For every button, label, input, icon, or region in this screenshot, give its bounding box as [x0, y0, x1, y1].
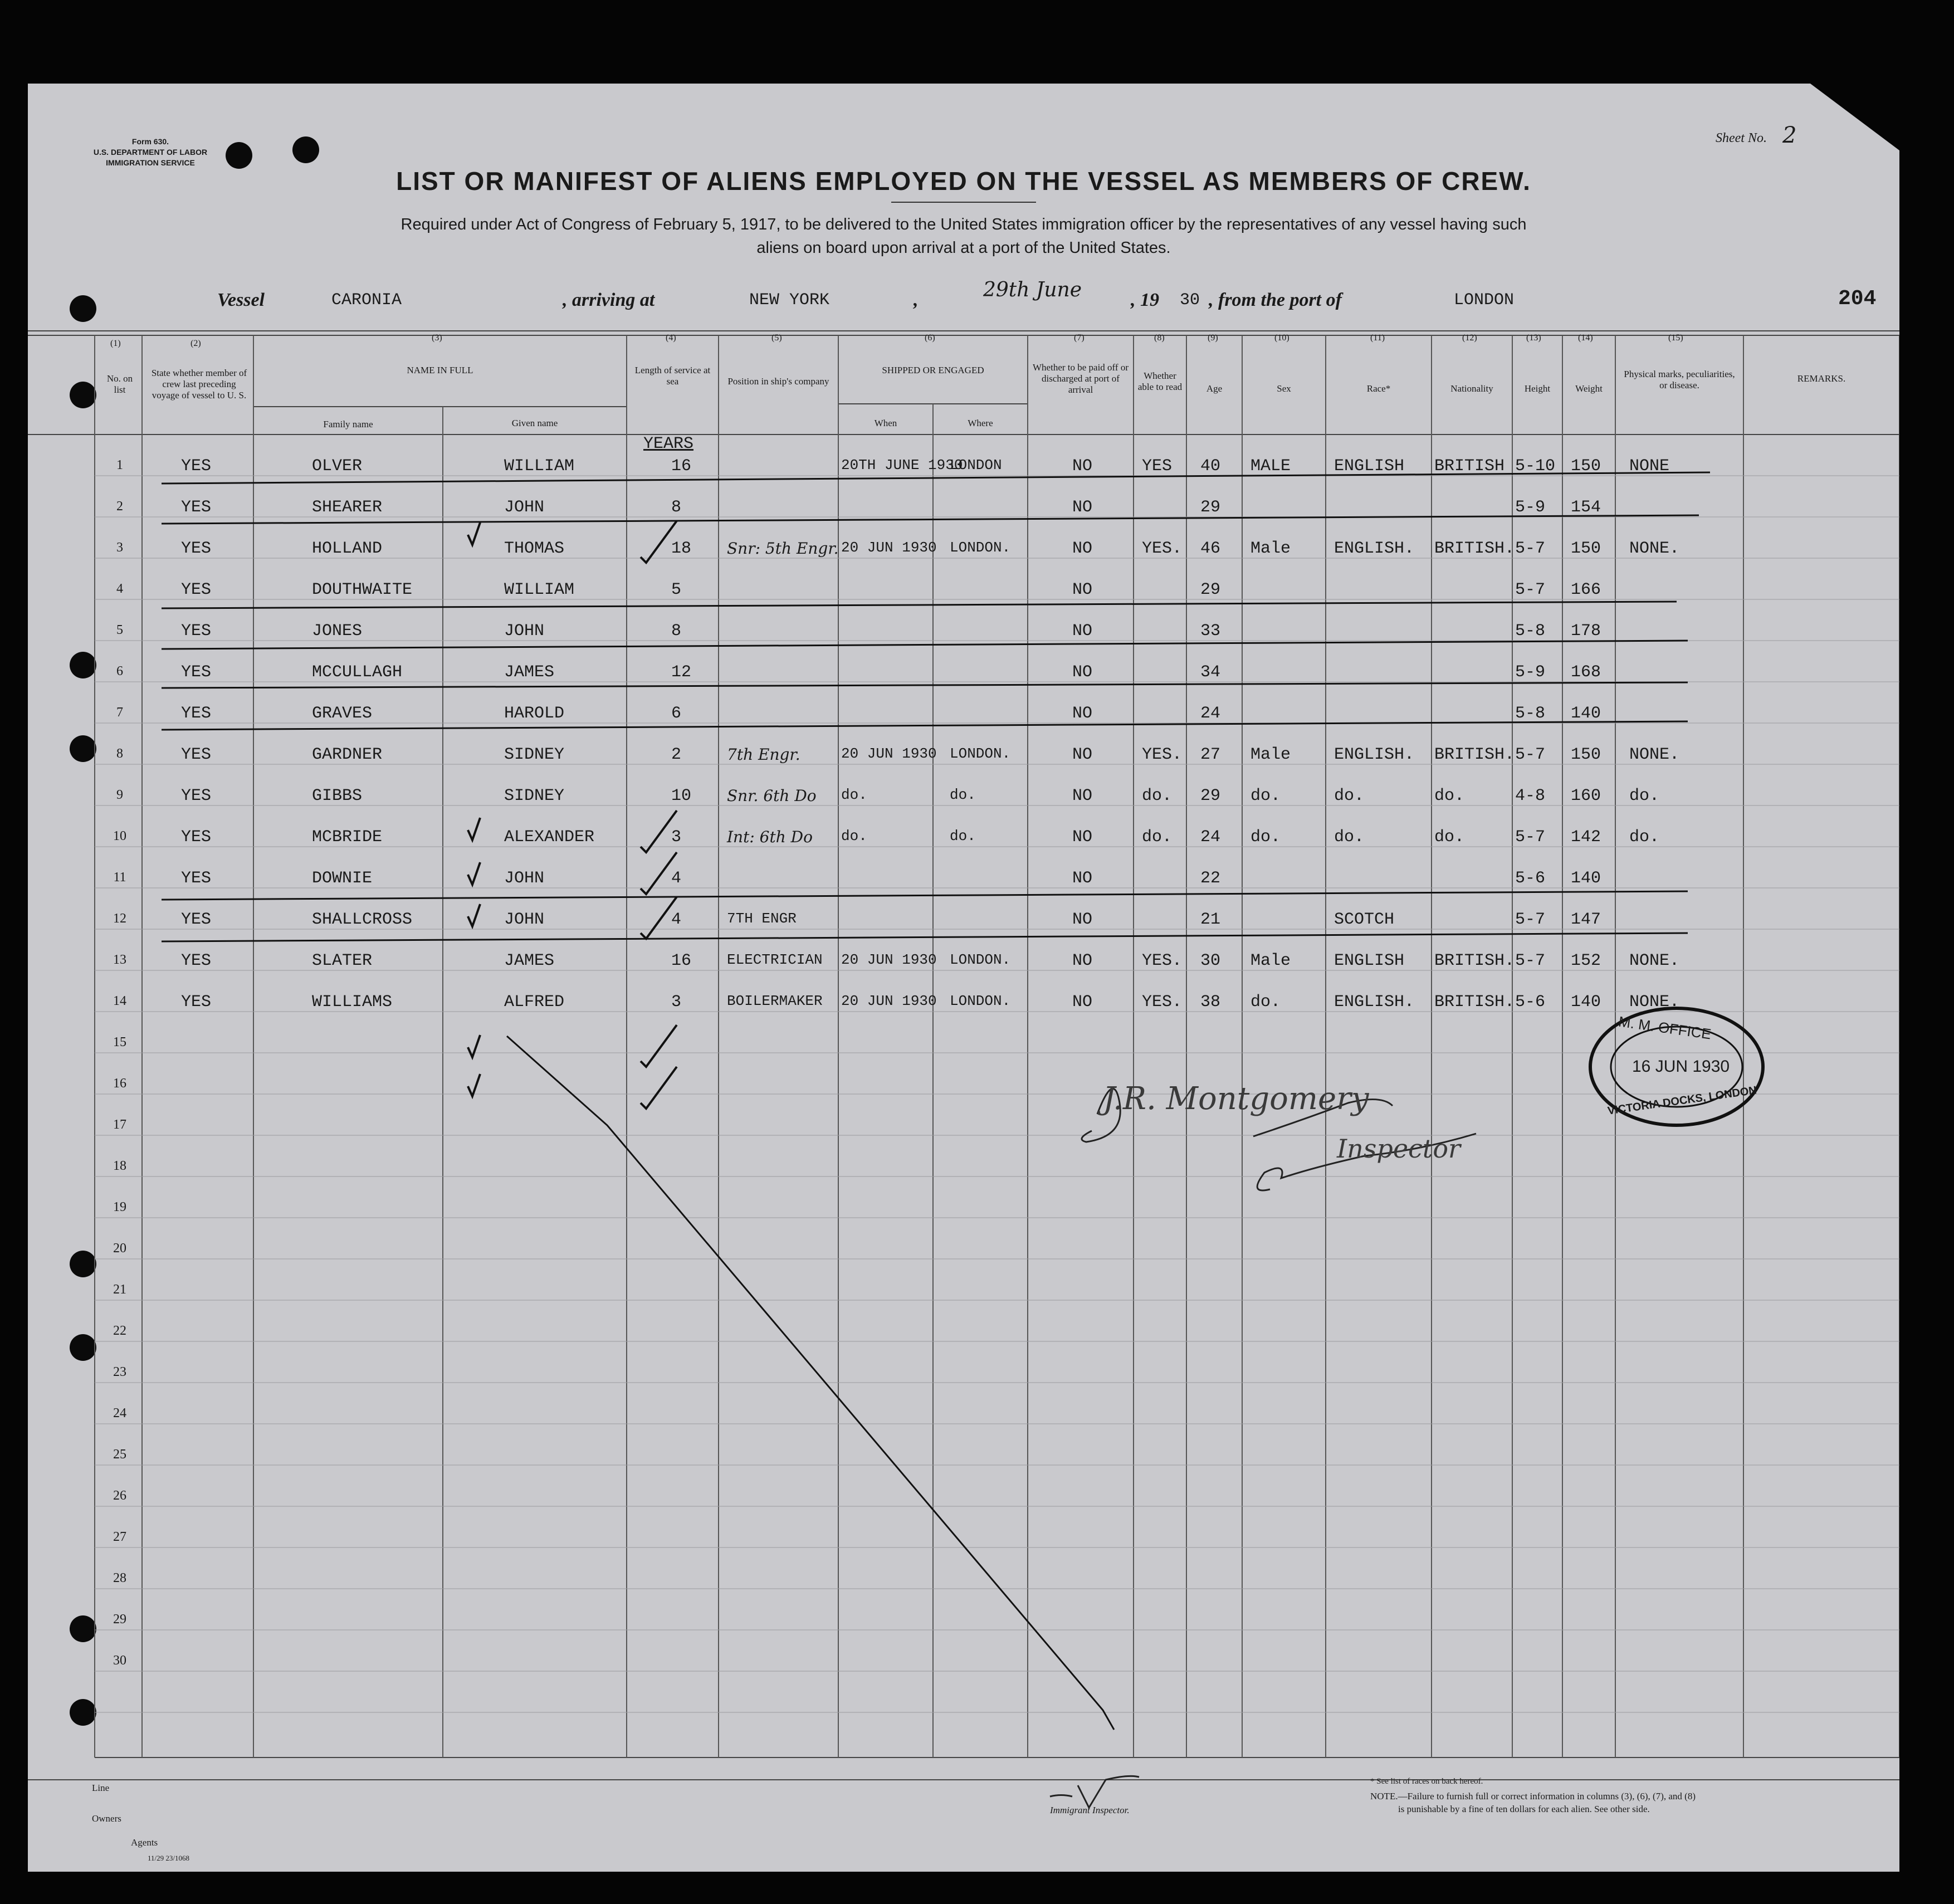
manifest-title: LIST OR MANIFEST OF ALIENS EMPLOYED ON THE VESSEL AS MEMBERS OF CREW. [396, 167, 1531, 196]
service-years: 3 [671, 828, 682, 847]
header-nationality: Nationality [1450, 383, 1493, 394]
engaged-when: do. [841, 787, 867, 803]
age: 24 [1200, 704, 1221, 723]
physical-marks: NONE. [1629, 993, 1680, 1012]
race: ENGLISH [1334, 457, 1405, 476]
from-label: , from the port of [1209, 290, 1342, 310]
footer-penalty-note: NOTE.—Failure to furnish full or correct information in columns (3), (6), (7), and (8) [1370, 1791, 1696, 1802]
ship-position: 7th Engr. [727, 745, 800, 764]
crew-state: YES [181, 745, 212, 764]
service-years: 2 [671, 745, 682, 764]
ship-position: Snr: 5th Engr. [727, 539, 839, 558]
ship-position: Snr. 6th Do [727, 787, 817, 805]
service-years: 16 [671, 951, 692, 970]
ship-position: BOILERMAKER [727, 993, 823, 1009]
crew-state: YES [181, 622, 212, 641]
year-prefix: , 19 [1131, 290, 1159, 310]
family-name: SHEARER [312, 498, 383, 517]
weight: 150 [1571, 539, 1601, 558]
paid-off: NO [1072, 663, 1093, 682]
weight: 152 [1571, 951, 1601, 970]
department-name: U.S. DEPARTMENT OF LABOR [93, 148, 208, 157]
row-number: 2 [116, 499, 123, 514]
empty-row-number: 18 [113, 1159, 126, 1173]
height: 5-10 [1515, 457, 1556, 476]
crew-state: YES [181, 951, 212, 970]
footer-line-label: Line [92, 1783, 110, 1793]
paid-off: NO [1072, 910, 1093, 929]
height: 5-9 [1515, 663, 1546, 682]
stamp-location: VICTORIA DOCKS, LONDON [1606, 1084, 1758, 1117]
engaged-where: LONDON. [950, 951, 1011, 968]
race: do. [1334, 787, 1365, 805]
header-paid-off: Whether to be paid off or discharged at port of arrival [1033, 362, 1129, 395]
manifest-sheet [28, 84, 1899, 1872]
given-name: WILLIAM [504, 457, 575, 476]
inspector-signature: J.R. Montgomery [1103, 1081, 1369, 1117]
age: 24 [1200, 828, 1221, 847]
service-years: 5 [671, 580, 682, 599]
empty-row-number: 21 [113, 1282, 126, 1297]
row-number: 9 [116, 788, 123, 802]
given-name: SIDNEY [504, 787, 565, 805]
paid-off: NO [1072, 704, 1093, 723]
engaged-when: 20 JUN 1930 [841, 951, 937, 968]
sex: do. [1250, 787, 1281, 805]
ship-position: ELECTRICIAN [727, 951, 823, 968]
header-height: Height [1524, 383, 1551, 394]
act-subtitle-line-1: Required under Act of Congress of February 5, 1917, to be delivered to the United States immigration officer by the representatives of any vessel having such [400, 216, 1527, 233]
paid-off: NO [1072, 745, 1093, 764]
age: 29 [1200, 580, 1221, 599]
col-num-14: (14) [1578, 333, 1593, 343]
physical-marks: do. [1629, 828, 1660, 847]
age: 29 [1200, 787, 1221, 805]
height: 5-6 [1515, 993, 1546, 1012]
col-num-5: (5) [771, 333, 782, 343]
age: 22 [1200, 869, 1221, 888]
header-family-name: Family name [323, 419, 373, 429]
arriving-label: , arriving at [563, 290, 655, 310]
service-years: 3 [671, 993, 682, 1012]
empty-row-number: 15 [113, 1035, 126, 1049]
engaged-where: LONDON. [950, 993, 1011, 1009]
row-number: 14 [113, 994, 126, 1008]
given-name: JAMES [504, 663, 555, 682]
able-to-read: YES. [1142, 993, 1183, 1012]
sex: Male [1250, 951, 1291, 970]
given-name: HAROLD [504, 704, 565, 723]
family-name: HOLLAND [312, 539, 383, 558]
family-name: GARDNER [312, 745, 383, 764]
row-number: 10 [113, 829, 126, 843]
given-name: JOHN [504, 622, 545, 641]
header-remarks: REMARKS. [1797, 373, 1846, 384]
family-name: OLVER [312, 457, 363, 476]
sex: MALE [1250, 457, 1291, 476]
crew-state: YES [181, 704, 212, 723]
weight: 142 [1571, 828, 1601, 847]
height: 5-8 [1515, 622, 1546, 641]
race: ENGLISH. [1334, 539, 1415, 558]
weight: 140 [1571, 869, 1601, 888]
age: 29 [1200, 498, 1221, 517]
footer-immigrant-inspector: Immigrant Inspector. [1050, 1805, 1130, 1815]
crew-state: YES [181, 828, 212, 847]
nationality: do. [1434, 828, 1465, 847]
act-subtitle-line-2: aliens on board upon arrival at a port of the United States. [756, 239, 1171, 257]
engaged-when: 20 JUN 1930 [841, 745, 937, 762]
footer-race-note: * See list of races on back hereof. [1370, 1777, 1483, 1786]
physical-marks: NONE. [1629, 951, 1680, 970]
row-number: 8 [116, 746, 123, 761]
header-no-on-list: No. on list [106, 373, 133, 395]
given-name: WILLIAM [504, 580, 575, 599]
col-num-9: (9) [1208, 333, 1218, 343]
col-num-12: (12) [1462, 333, 1477, 343]
empty-row-number: 30 [113, 1653, 126, 1668]
stamp-date: 16 JUN 1930 [1632, 1057, 1730, 1076]
weight: 150 [1571, 457, 1601, 476]
weight: 140 [1571, 993, 1601, 1012]
family-name: JONES [312, 622, 363, 641]
crew-state: YES [181, 910, 212, 929]
col-num-10: (10) [1274, 333, 1289, 343]
family-name: SLATER [312, 951, 373, 970]
service-name: IMMIGRATION SERVICE [106, 158, 195, 167]
year-suffix: 30 [1180, 291, 1200, 310]
col-num-11: (11) [1370, 333, 1385, 343]
paid-off: NO [1072, 622, 1093, 641]
arrival-date: 29th June [983, 279, 1082, 301]
paid-off: NO [1072, 951, 1093, 970]
empty-row-number: 20 [113, 1241, 126, 1256]
empty-row-number: 27 [113, 1530, 126, 1544]
footer-print-code: 11/29 23/1068 [148, 1854, 189, 1862]
age: 30 [1200, 951, 1221, 970]
col-num-15: (15) [1668, 333, 1683, 343]
engaged-where: LONDON. [950, 539, 1011, 556]
header-weight: Weight [1575, 383, 1603, 394]
given-name: JOHN [504, 498, 545, 517]
age: 33 [1200, 622, 1221, 641]
crew-state: YES [181, 498, 212, 517]
service-years: 8 [671, 498, 682, 517]
header-sex: Sex [1277, 383, 1291, 394]
paid-off: NO [1072, 993, 1093, 1012]
engaged-when: do. [841, 828, 867, 844]
vessel-name: CARONIA [331, 291, 402, 310]
height: 5-8 [1515, 704, 1546, 723]
departure-port: LONDON [1454, 291, 1515, 310]
header-when: When [874, 418, 897, 428]
engaged-when: 20TH JUNE 1930 [841, 457, 963, 473]
race: ENGLISH [1334, 951, 1405, 970]
row-number: 1 [116, 458, 123, 472]
family-name: MCCULLAGH [312, 663, 403, 682]
header-name-in-full: NAME IN FULL [407, 365, 473, 375]
empty-row-number: 16 [113, 1076, 126, 1091]
col-num-2: (2) [190, 339, 201, 348]
crew-state: YES [181, 869, 212, 888]
service-years: 4 [671, 910, 682, 929]
family-name: SHALLCROSS [312, 910, 413, 929]
sheet-label: Sheet No. [1716, 131, 1767, 145]
height: 5-7 [1515, 539, 1546, 558]
given-name: SIDNEY [504, 745, 565, 764]
inspector-title: Inspector [1337, 1134, 1461, 1164]
arrival-port: NEW YORK [749, 291, 830, 310]
height: 5-7 [1515, 828, 1546, 847]
family-name: WILLIAMS [312, 993, 393, 1012]
physical-marks: NONE [1629, 457, 1670, 476]
family-name: DOWNIE [312, 869, 373, 888]
row-number: 12 [113, 911, 126, 926]
able-to-read: YES. [1142, 951, 1183, 970]
able-to-read: YES. [1142, 539, 1183, 558]
service-years: 6 [671, 704, 682, 723]
empty-row-number: 19 [113, 1200, 126, 1214]
paid-off: NO [1072, 539, 1093, 558]
nationality: BRITISH. [1434, 539, 1515, 558]
row-number: 13 [113, 953, 126, 967]
nationality: BRITISH. [1434, 745, 1515, 764]
empty-row-number: 17 [113, 1117, 126, 1132]
paid-off: NO [1072, 828, 1093, 847]
family-name: GRAVES [312, 704, 373, 723]
sex: do. [1250, 828, 1281, 847]
family-name: GIBBS [312, 787, 363, 805]
service-years: 18 [671, 539, 692, 558]
crew-state: YES [181, 993, 212, 1012]
given-name: JOHN [504, 910, 545, 929]
given-name: JOHN [504, 869, 545, 888]
height: 5-7 [1515, 745, 1546, 764]
sex: Male [1250, 745, 1291, 764]
given-name: THOMAS [504, 539, 565, 558]
height: 5-7 [1515, 580, 1546, 599]
given-name: ALEXANDER [504, 828, 595, 847]
ship-position: 7TH ENGR [727, 910, 797, 927]
service-years: 4 [671, 869, 682, 888]
paid-off: NO [1072, 457, 1093, 476]
weight: 154 [1571, 498, 1601, 517]
age: 34 [1200, 663, 1221, 682]
empty-row-number: 22 [113, 1324, 126, 1338]
col-num-7: (7) [1074, 333, 1085, 343]
age: 21 [1200, 910, 1221, 929]
weight: 160 [1571, 787, 1601, 805]
family-name: MCBRIDE [312, 828, 383, 847]
crew-state: YES [181, 663, 212, 682]
engaged-where: LONDON [950, 457, 1002, 473]
row-number: 5 [116, 623, 123, 637]
header-position: Position in ship's company [727, 376, 829, 387]
crew-state: YES [181, 787, 212, 805]
vessel-label: Vessel [217, 290, 265, 310]
given-name: ALFRED [504, 993, 565, 1012]
page-number: 204 [1838, 287, 1877, 311]
age: 27 [1200, 745, 1221, 764]
engaged-when: 20 JUN 1930 [841, 993, 937, 1009]
crew-state: YES [181, 457, 212, 476]
form-number: Form 630. [131, 137, 169, 146]
header-age: Age [1206, 383, 1223, 394]
height: 5-7 [1515, 910, 1546, 929]
engaged-when: 20 JUN 1930 [841, 539, 937, 556]
header-able-to-read: Whether able to read [1137, 370, 1183, 392]
physical-marks: do. [1629, 787, 1660, 805]
comma: , [914, 290, 919, 310]
crew-state: YES [181, 580, 212, 599]
years-label: YEARS [643, 434, 694, 453]
service-years: 16 [671, 457, 692, 476]
sex: do. [1250, 993, 1281, 1012]
family-name: DOUTHWAITE [312, 580, 413, 599]
paid-off: NO [1072, 580, 1093, 599]
weight: 168 [1571, 663, 1601, 682]
service-years: 8 [671, 622, 682, 641]
header-shipped-engaged: SHIPPED OR ENGAGED [882, 365, 984, 375]
able-to-read: YES [1142, 457, 1173, 476]
able-to-read: do. [1142, 828, 1173, 847]
weight: 150 [1571, 745, 1601, 764]
col-num-13: (13) [1526, 333, 1541, 343]
paid-off: NO [1072, 498, 1093, 517]
stamp-office: M. M. OFFICE [1617, 1013, 1712, 1043]
engaged-where: do. [950, 828, 976, 844]
row-number: 6 [116, 664, 123, 678]
nationality: do. [1434, 787, 1465, 805]
col-num-4: (4) [666, 333, 676, 343]
physical-marks: NONE. [1629, 745, 1680, 764]
sex: Male [1250, 539, 1291, 558]
race: SCOTCH [1334, 910, 1395, 929]
weight: 178 [1571, 622, 1601, 641]
header-given-name: Given name [511, 418, 558, 428]
row-number: 3 [116, 540, 123, 555]
engaged-where: LONDON. [950, 745, 1011, 762]
row-number: 4 [116, 582, 123, 596]
empty-row-number: 28 [113, 1571, 126, 1585]
able-to-read: YES. [1142, 745, 1183, 764]
age: 40 [1200, 457, 1221, 476]
weight: 140 [1571, 704, 1601, 723]
nationality: BRITISH [1434, 457, 1505, 476]
empty-row-number: 25 [113, 1447, 126, 1462]
col-num-8: (8) [1154, 333, 1165, 343]
service-years: 12 [671, 663, 692, 682]
empty-row-number: 24 [113, 1406, 126, 1420]
race: do. [1334, 828, 1365, 847]
empty-row-number: 29 [113, 1612, 126, 1627]
col-num-3: (3) [432, 333, 442, 343]
ship-position: Int: 6th Do [727, 828, 813, 846]
table-grid [28, 84, 1899, 1872]
col-num-1: (1) [110, 339, 121, 348]
age: 46 [1200, 539, 1221, 558]
weight: 147 [1571, 910, 1601, 929]
footer-penalty-note-2: is punishable by a fine of ten dollars for each alien. See other side. [1398, 1804, 1650, 1814]
header-crew-state: State whether member of crew last preceding voyage of vessel to U. S. [151, 368, 247, 401]
paid-off: NO [1072, 787, 1093, 805]
row-number: 11 [113, 870, 126, 885]
nationality: BRITISH. [1434, 993, 1515, 1012]
footer-agents-label: Agents [131, 1837, 158, 1848]
height: 5-7 [1515, 951, 1546, 970]
paid-off: NO [1072, 869, 1093, 888]
row-number: 7 [116, 705, 123, 720]
nationality: BRITISH. [1434, 951, 1515, 970]
engaged-where: do. [950, 787, 976, 803]
header-where: Where [968, 418, 993, 428]
weight: 166 [1571, 580, 1601, 599]
sheet-number: 2 [1782, 123, 1797, 148]
empty-row-number: 26 [113, 1488, 126, 1503]
col-num-6: (6) [925, 333, 935, 343]
header-length-service: Length of service at sea [634, 365, 711, 387]
header-physical-marks: Physical marks, peculiarities, or disease. [1624, 369, 1735, 390]
physical-marks: NONE. [1629, 539, 1680, 558]
given-name: JAMES [504, 951, 555, 970]
able-to-read: do. [1142, 787, 1173, 805]
height: 5-9 [1515, 498, 1546, 517]
footer-owners-label: Owners [92, 1813, 121, 1824]
race: ENGLISH. [1334, 993, 1415, 1012]
height: 4-8 [1515, 787, 1546, 805]
empty-row-number: 23 [113, 1365, 126, 1379]
age: 38 [1200, 993, 1221, 1012]
height: 5-6 [1515, 869, 1546, 888]
race: ENGLISH. [1334, 745, 1415, 764]
service-years: 10 [671, 787, 692, 805]
header-race: Race* [1366, 383, 1391, 394]
crew-state: YES [181, 539, 212, 558]
